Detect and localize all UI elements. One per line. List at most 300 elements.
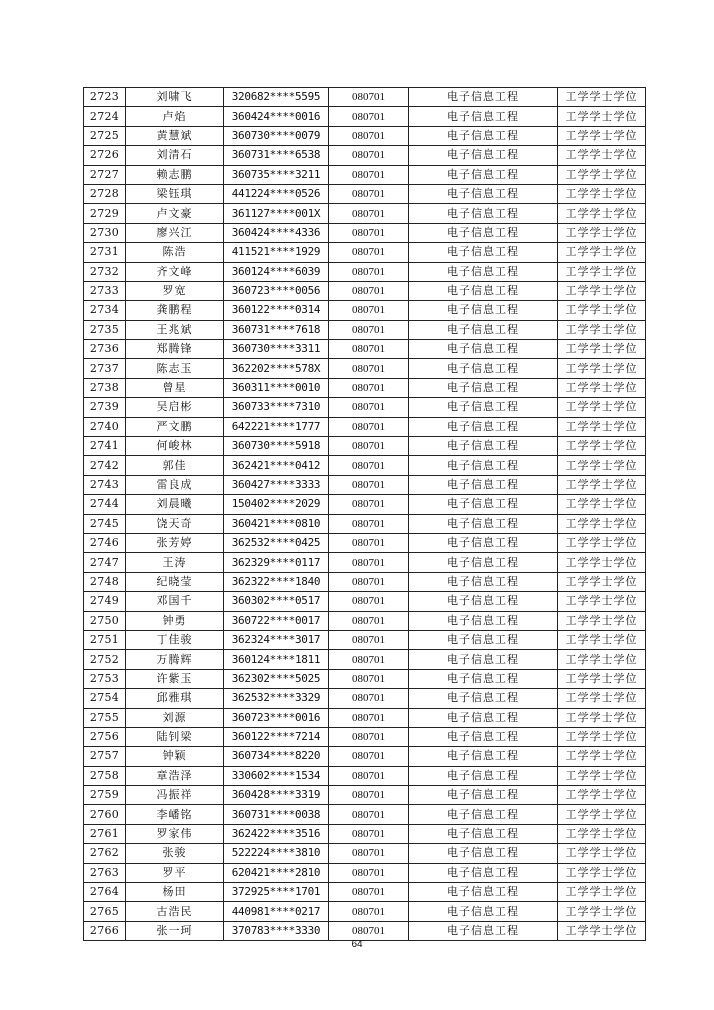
id-number-cell: 441224****0526 — [224, 184, 329, 203]
id-number-cell: 361127****001X — [224, 204, 329, 223]
student-name-cell: 饶天奇 — [126, 514, 224, 533]
id-number-cell: 360730****3311 — [224, 340, 329, 359]
major-code-cell: 080701 — [329, 262, 409, 281]
degree-cell: 工学学士学位 — [558, 863, 646, 882]
table-row — [84, 514, 646, 533]
major-code-cell: 080701 — [329, 592, 409, 611]
student-name-cell: 纪晓莹 — [126, 572, 224, 591]
table-row — [84, 611, 646, 630]
major-code-cell: 080701 — [329, 630, 409, 649]
student-name-cell: 曾星 — [126, 378, 224, 397]
major-code-cell: 080701 — [329, 223, 409, 242]
major-name-cell: 电子信息工程 — [409, 88, 558, 107]
table-row — [84, 824, 646, 843]
major-code-cell: 080701 — [329, 533, 409, 552]
id-number-cell: 360122****0314 — [224, 301, 329, 320]
major-code-cell: 080701 — [329, 863, 409, 882]
id-number-cell: 360424****0016 — [224, 107, 329, 126]
id-number-cell: 370783****3330 — [224, 921, 329, 940]
major-name-cell: 电子信息工程 — [409, 378, 558, 397]
table-row — [84, 630, 646, 649]
major-name-cell: 电子信息工程 — [409, 437, 558, 456]
student-name-cell: 卢焰 — [126, 107, 224, 126]
student-name-cell: 郭佳 — [126, 456, 224, 475]
major-name-cell: 电子信息工程 — [409, 824, 558, 843]
major-code-cell: 080701 — [329, 495, 409, 514]
major-name-cell: 电子信息工程 — [409, 146, 558, 165]
table-row — [84, 727, 646, 746]
table-row — [84, 553, 646, 572]
table-row — [84, 533, 646, 552]
major-code-cell: 080701 — [329, 184, 409, 203]
serial-number-cell: 2754 — [84, 689, 126, 708]
table-row — [84, 88, 646, 107]
major-name-cell: 电子信息工程 — [409, 844, 558, 863]
id-number-cell: 360428****3319 — [224, 786, 329, 805]
serial-number-cell: 2761 — [84, 824, 126, 843]
serial-number-cell: 2741 — [84, 437, 126, 456]
major-code-cell: 080701 — [329, 301, 409, 320]
id-number-cell: 522224****3810 — [224, 844, 329, 863]
serial-number-cell: 2740 — [84, 417, 126, 436]
id-number-cell: 360731****0038 — [224, 805, 329, 824]
student-name-cell: 杨田 — [126, 883, 224, 902]
major-name-cell: 电子信息工程 — [409, 689, 558, 708]
serial-number-cell: 2745 — [84, 514, 126, 533]
serial-number-cell: 2739 — [84, 398, 126, 417]
major-code-cell: 080701 — [329, 398, 409, 417]
major-name-cell: 电子信息工程 — [409, 398, 558, 417]
student-name-cell: 罗平 — [126, 863, 224, 882]
serial-number-cell: 2755 — [84, 708, 126, 727]
id-number-cell: 360731****6538 — [224, 146, 329, 165]
serial-number-cell: 2758 — [84, 766, 126, 785]
major-code-cell: 080701 — [329, 437, 409, 456]
student-name-cell: 齐文峰 — [126, 262, 224, 281]
student-name-cell: 黄慧斌 — [126, 126, 224, 145]
major-code-cell: 080701 — [329, 204, 409, 223]
major-code-cell: 080701 — [329, 747, 409, 766]
serial-number-cell: 2759 — [84, 786, 126, 805]
id-number-cell: 620421****2810 — [224, 863, 329, 882]
table-row — [84, 398, 646, 417]
major-name-cell: 电子信息工程 — [409, 456, 558, 475]
serial-number-cell: 2753 — [84, 669, 126, 688]
major-name-cell: 电子信息工程 — [409, 204, 558, 223]
id-number-cell: 360424****4336 — [224, 223, 329, 242]
table-row — [84, 359, 646, 378]
degree-cell: 工学学士学位 — [558, 223, 646, 242]
major-name-cell: 电子信息工程 — [409, 301, 558, 320]
serial-number-cell: 2723 — [84, 88, 126, 107]
degree-cell: 工学学士学位 — [558, 514, 646, 533]
degree-cell: 工学学士学位 — [558, 107, 646, 126]
major-code-cell: 080701 — [329, 378, 409, 397]
degree-cell: 工学学士学位 — [558, 747, 646, 766]
student-name-cell: 陈浩 — [126, 243, 224, 262]
degree-cell: 工学学士学位 — [558, 689, 646, 708]
major-name-cell: 电子信息工程 — [409, 533, 558, 552]
student-name-cell: 严文鹏 — [126, 417, 224, 436]
serial-number-cell: 2747 — [84, 553, 126, 572]
degree-cell: 工学学士学位 — [558, 650, 646, 669]
major-name-cell: 电子信息工程 — [409, 262, 558, 281]
major-code-cell: 080701 — [329, 921, 409, 940]
student-name-cell: 卢文豪 — [126, 204, 224, 223]
major-name-cell: 电子信息工程 — [409, 747, 558, 766]
serial-number-cell: 2764 — [84, 883, 126, 902]
major-code-cell: 080701 — [329, 766, 409, 785]
serial-number-cell: 2731 — [84, 243, 126, 262]
major-code-cell: 080701 — [329, 883, 409, 902]
table-row — [84, 204, 646, 223]
student-name-cell: 王兆斌 — [126, 320, 224, 339]
major-code-cell: 080701 — [329, 107, 409, 126]
degree-cell: 工学学士学位 — [558, 824, 646, 843]
serial-number-cell: 2725 — [84, 126, 126, 145]
degree-cell: 工学学士学位 — [558, 611, 646, 630]
serial-number-cell: 2732 — [84, 262, 126, 281]
table-row — [84, 689, 646, 708]
id-number-cell: 360723****0016 — [224, 708, 329, 727]
major-name-cell: 电子信息工程 — [409, 553, 558, 572]
id-number-cell: 360735****3211 — [224, 165, 329, 184]
roster-body — [84, 88, 646, 941]
serial-number-cell: 2724 — [84, 107, 126, 126]
degree-cell: 工学学士学位 — [558, 669, 646, 688]
student-name-cell: 王涛 — [126, 553, 224, 572]
student-name-cell: 何峻林 — [126, 437, 224, 456]
serial-number-cell: 2734 — [84, 301, 126, 320]
degree-cell: 工学学士学位 — [558, 708, 646, 727]
major-code-cell: 080701 — [329, 146, 409, 165]
major-code-cell: 080701 — [329, 359, 409, 378]
major-name-cell: 电子信息工程 — [409, 727, 558, 746]
table-row — [84, 475, 646, 494]
serial-number-cell: 2762 — [84, 844, 126, 863]
major-name-cell: 电子信息工程 — [409, 863, 558, 882]
serial-number-cell: 2763 — [84, 863, 126, 882]
id-number-cell: 360302****0517 — [224, 592, 329, 611]
id-number-cell: 362324****3017 — [224, 630, 329, 649]
student-name-cell: 冯振祥 — [126, 786, 224, 805]
major-code-cell: 080701 — [329, 708, 409, 727]
student-name-cell: 钟颖 — [126, 747, 224, 766]
major-code-cell: 080701 — [329, 689, 409, 708]
degree-cell: 工学学士学位 — [558, 766, 646, 785]
major-name-cell: 电子信息工程 — [409, 281, 558, 300]
serial-number-cell: 2727 — [84, 165, 126, 184]
degree-cell: 工学学士学位 — [558, 359, 646, 378]
major-name-cell: 电子信息工程 — [409, 766, 558, 785]
id-number-cell: 150402****2029 — [224, 495, 329, 514]
serial-number-cell: 2766 — [84, 921, 126, 940]
major-code-cell: 080701 — [329, 514, 409, 533]
table-row — [84, 417, 646, 436]
major-name-cell: 电子信息工程 — [409, 495, 558, 514]
page-number: 64 — [351, 939, 363, 950]
table-row — [84, 805, 646, 824]
table-row — [84, 786, 646, 805]
id-number-cell: 642221****1777 — [224, 417, 329, 436]
degree-cell: 工学学士学位 — [558, 437, 646, 456]
major-code-cell: 080701 — [329, 320, 409, 339]
id-number-cell: 360122****7214 — [224, 727, 329, 746]
major-code-cell: 080701 — [329, 456, 409, 475]
major-code-cell: 080701 — [329, 243, 409, 262]
id-number-cell: 362202****578X — [224, 359, 329, 378]
student-name-cell: 刘晨曦 — [126, 495, 224, 514]
major-name-cell: 电子信息工程 — [409, 320, 558, 339]
student-name-cell: 罗家伟 — [126, 824, 224, 843]
degree-cell: 工学学士学位 — [558, 281, 646, 300]
table-row — [84, 766, 646, 785]
major-code-cell: 080701 — [329, 475, 409, 494]
degree-cell: 工学学士学位 — [558, 553, 646, 572]
degree-cell: 工学学士学位 — [558, 126, 646, 145]
table-row — [84, 165, 646, 184]
id-number-cell: 372925****1701 — [224, 883, 329, 902]
serial-number-cell: 2733 — [84, 281, 126, 300]
table-row — [84, 669, 646, 688]
table-row — [84, 456, 646, 475]
id-number-cell: 320682****5595 — [224, 88, 329, 107]
serial-number-cell: 2744 — [84, 495, 126, 514]
major-code-cell: 080701 — [329, 786, 409, 805]
id-number-cell: 360722****0017 — [224, 611, 329, 630]
serial-number-cell: 2757 — [84, 747, 126, 766]
major-name-cell: 电子信息工程 — [409, 165, 558, 184]
table-row — [84, 883, 646, 902]
major-name-cell: 电子信息工程 — [409, 126, 558, 145]
table-row — [84, 650, 646, 669]
id-number-cell: 330602****1534 — [224, 766, 329, 785]
table-row — [84, 437, 646, 456]
serial-number-cell: 2738 — [84, 378, 126, 397]
major-code-cell: 080701 — [329, 126, 409, 145]
major-name-cell: 电子信息工程 — [409, 223, 558, 242]
serial-number-cell: 2756 — [84, 727, 126, 746]
major-name-cell: 电子信息工程 — [409, 184, 558, 203]
degree-cell: 工学学士学位 — [558, 146, 646, 165]
major-code-cell: 080701 — [329, 572, 409, 591]
student-name-cell: 梁钰琪 — [126, 184, 224, 203]
major-name-cell: 电子信息工程 — [409, 883, 558, 902]
table-row — [84, 146, 646, 165]
student-name-cell: 赖志鹏 — [126, 165, 224, 184]
table-row — [84, 921, 646, 940]
major-name-cell: 电子信息工程 — [409, 417, 558, 436]
serial-number-cell: 2765 — [84, 902, 126, 921]
id-number-cell: 360730****5918 — [224, 437, 329, 456]
major-name-cell: 电子信息工程 — [409, 650, 558, 669]
student-name-cell: 龚鹏程 — [126, 301, 224, 320]
major-code-cell: 080701 — [329, 824, 409, 843]
id-number-cell: 360421****0810 — [224, 514, 329, 533]
degree-cell: 工学学士学位 — [558, 630, 646, 649]
serial-number-cell: 2728 — [84, 184, 126, 203]
major-name-cell: 电子信息工程 — [409, 572, 558, 591]
student-name-cell: 邱雅琪 — [126, 689, 224, 708]
table-row — [84, 126, 646, 145]
degree-cell: 工学学士学位 — [558, 902, 646, 921]
major-name-cell: 电子信息工程 — [409, 805, 558, 824]
major-code-cell: 080701 — [329, 902, 409, 921]
degree-roster-table — [83, 87, 646, 941]
table-row — [84, 340, 646, 359]
major-name-cell: 电子信息工程 — [409, 359, 558, 378]
degree-cell: 工学学士学位 — [558, 301, 646, 320]
major-code-cell: 080701 — [329, 669, 409, 688]
major-name-cell: 电子信息工程 — [409, 630, 558, 649]
major-name-cell: 电子信息工程 — [409, 107, 558, 126]
degree-cell: 工学学士学位 — [558, 243, 646, 262]
student-name-cell: 邓国千 — [126, 592, 224, 611]
id-number-cell: 360311****0010 — [224, 378, 329, 397]
student-name-cell: 陈志玉 — [126, 359, 224, 378]
id-number-cell: 362421****0412 — [224, 456, 329, 475]
serial-number-cell: 2750 — [84, 611, 126, 630]
serial-number-cell: 2736 — [84, 340, 126, 359]
major-name-cell: 电子信息工程 — [409, 611, 558, 630]
serial-number-cell: 2730 — [84, 223, 126, 242]
major-name-cell: 电子信息工程 — [409, 902, 558, 921]
id-number-cell: 362322****1840 — [224, 572, 329, 591]
table-row — [84, 320, 646, 339]
id-number-cell: 360124****1811 — [224, 650, 329, 669]
id-number-cell: 362532****3329 — [224, 689, 329, 708]
degree-cell: 工学学士学位 — [558, 340, 646, 359]
major-code-cell: 080701 — [329, 417, 409, 436]
degree-cell: 工学学士学位 — [558, 320, 646, 339]
major-name-cell: 电子信息工程 — [409, 669, 558, 688]
major-code-cell: 080701 — [329, 805, 409, 824]
major-name-cell: 电子信息工程 — [409, 514, 558, 533]
student-name-cell: 张一珂 — [126, 921, 224, 940]
degree-cell: 工学学士学位 — [558, 417, 646, 436]
id-number-cell: 360730****0079 — [224, 126, 329, 145]
serial-number-cell: 2729 — [84, 204, 126, 223]
major-code-cell: 080701 — [329, 650, 409, 669]
table-row — [84, 301, 646, 320]
degree-cell: 工学学士学位 — [558, 727, 646, 746]
id-number-cell: 360427****3333 — [224, 475, 329, 494]
major-name-cell: 电子信息工程 — [409, 475, 558, 494]
table-row — [84, 863, 646, 882]
table-row — [84, 495, 646, 514]
degree-cell: 工学学士学位 — [558, 883, 646, 902]
major-name-cell: 电子信息工程 — [409, 786, 558, 805]
major-name-cell: 电子信息工程 — [409, 243, 558, 262]
table-row — [84, 107, 646, 126]
table-row — [84, 223, 646, 242]
id-number-cell: 411521****1929 — [224, 243, 329, 262]
student-name-cell: 章浩泽 — [126, 766, 224, 785]
major-name-cell: 电子信息工程 — [409, 340, 558, 359]
student-name-cell: 李嶓铭 — [126, 805, 224, 824]
serial-number-cell: 2749 — [84, 592, 126, 611]
student-name-cell: 万腾辉 — [126, 650, 224, 669]
major-code-cell: 080701 — [329, 281, 409, 300]
id-number-cell: 362302****5025 — [224, 669, 329, 688]
degree-cell: 工学学士学位 — [558, 572, 646, 591]
table-row — [84, 262, 646, 281]
id-number-cell: 362329****0117 — [224, 553, 329, 572]
major-code-cell: 080701 — [329, 340, 409, 359]
student-name-cell: 罗宽 — [126, 281, 224, 300]
student-name-cell: 雷良成 — [126, 475, 224, 494]
degree-cell: 工学学士学位 — [558, 533, 646, 552]
student-name-cell: 刘啸飞 — [126, 88, 224, 107]
serial-number-cell: 2751 — [84, 630, 126, 649]
id-number-cell: 360124****6039 — [224, 262, 329, 281]
student-name-cell: 郑腾锋 — [126, 340, 224, 359]
degree-cell: 工学学士学位 — [558, 456, 646, 475]
id-number-cell: 362422****3516 — [224, 824, 329, 843]
serial-number-cell: 2752 — [84, 650, 126, 669]
table-row — [84, 281, 646, 300]
major-name-cell: 电子信息工程 — [409, 592, 558, 611]
table-row — [84, 844, 646, 863]
degree-cell: 工学学士学位 — [558, 262, 646, 281]
degree-cell: 工学学士学位 — [558, 805, 646, 824]
student-name-cell: 钟勇 — [126, 611, 224, 630]
degree-cell: 工学学士学位 — [558, 844, 646, 863]
degree-cell: 工学学士学位 — [558, 165, 646, 184]
id-number-cell: 360723****0056 — [224, 281, 329, 300]
table-row — [84, 378, 646, 397]
student-name-cell: 刘清石 — [126, 146, 224, 165]
student-name-cell: 刘源 — [126, 708, 224, 727]
degree-cell: 工学学士学位 — [558, 398, 646, 417]
degree-cell: 工学学士学位 — [558, 921, 646, 940]
degree-cell: 工学学士学位 — [558, 378, 646, 397]
degree-cell: 工学学士学位 — [558, 88, 646, 107]
major-name-cell: 电子信息工程 — [409, 921, 558, 940]
serial-number-cell: 2742 — [84, 456, 126, 475]
serial-number-cell: 2737 — [84, 359, 126, 378]
degree-cell: 工学学士学位 — [558, 786, 646, 805]
id-number-cell: 362532****0425 — [224, 533, 329, 552]
degree-cell: 工学学士学位 — [558, 184, 646, 203]
student-name-cell: 陆钊梁 — [126, 727, 224, 746]
serial-number-cell: 2746 — [84, 533, 126, 552]
serial-number-cell: 2735 — [84, 320, 126, 339]
table-row — [84, 708, 646, 727]
table-row — [84, 184, 646, 203]
id-number-cell: 440981****0217 — [224, 902, 329, 921]
student-name-cell: 廖兴江 — [126, 223, 224, 242]
serial-number-cell: 2748 — [84, 572, 126, 591]
student-name-cell: 古浩民 — [126, 902, 224, 921]
table-row — [84, 572, 646, 591]
major-code-cell: 080701 — [329, 844, 409, 863]
major-name-cell: 电子信息工程 — [409, 708, 558, 727]
degree-cell: 工学学士学位 — [558, 592, 646, 611]
student-name-cell: 丁佳骏 — [126, 630, 224, 649]
serial-number-cell: 2726 — [84, 146, 126, 165]
student-name-cell: 吴启彬 — [126, 398, 224, 417]
id-number-cell: 360734****8220 — [224, 747, 329, 766]
degree-cell: 工学学士学位 — [558, 495, 646, 514]
table-row — [84, 747, 646, 766]
major-code-cell: 080701 — [329, 88, 409, 107]
serial-number-cell: 2743 — [84, 475, 126, 494]
student-name-cell: 张芳婷 — [126, 533, 224, 552]
major-code-cell: 080701 — [329, 727, 409, 746]
table-row — [84, 592, 646, 611]
id-number-cell: 360733****7310 — [224, 398, 329, 417]
